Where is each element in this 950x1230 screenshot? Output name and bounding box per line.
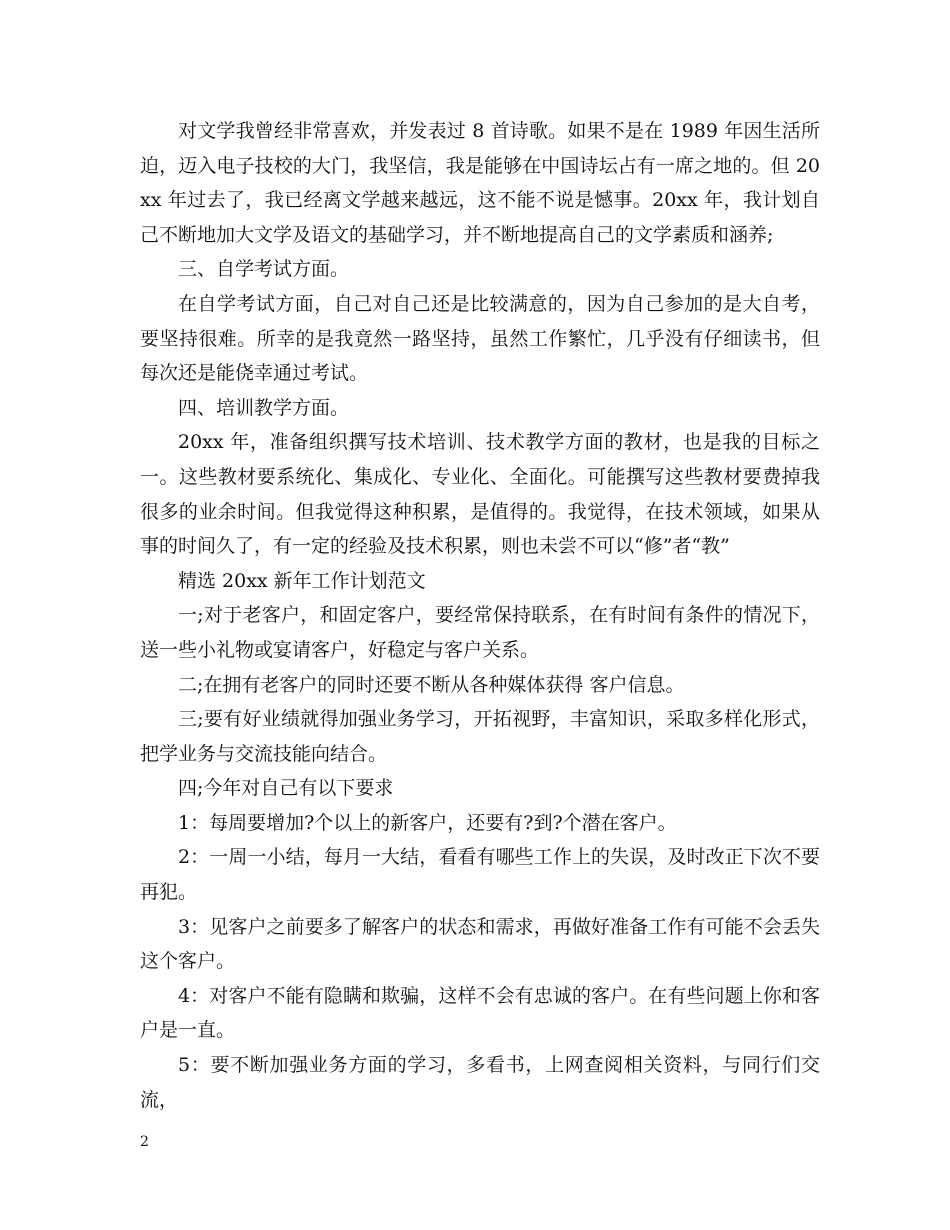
heading-work-plan: 精选 20xx 新年工作计划范文 <box>178 569 426 592</box>
heading-requirements: 四;今年对自己有以下要求 <box>178 777 394 800</box>
paragraph-old-clients: 一;对于老客户，和固定客户，要经常保持联系，在有时间有条件的情况下，送一些小礼物或宴请客户，好稳定与客户关系。 <box>140 604 820 661</box>
heading-training-teaching: 四、培训教学方面。 <box>178 396 350 419</box>
page-number: 2 <box>140 1134 149 1150</box>
paragraph-self-study-exam: 在自学考试方面，自己对自己还是比较满意的，因为自己参加的是大自考，要坚持很难。所幸的是我竟然一路坚持，虽然工作繁忙，几乎没有仔细读书，但每次还是能侥幸通过考试。 <box>140 292 820 385</box>
list-item-5: 5：要不断加强业务方面的学习，多看书，上网查阅相关资料，与同行们交流， <box>140 1054 820 1111</box>
list-item-2: 2：一周一小结，每月一大结，看看有哪些工作上的失误，及时改正下次不要再犯。 <box>140 846 820 904</box>
paragraph-business-study: 三;要有好业绩就得加强业务学习，开拓视野，丰富知识，采取多样化形式，把学业务与交流技能向结合。 <box>140 708 820 765</box>
list-item-4: 4：对客户不能有隐瞒和欺骗，这样不会有忠诚的客户。在有些问题上你和客户是一直。 <box>140 984 820 1042</box>
document-body <box>140 114 820 1117</box>
paragraph-client-info: 二;在拥有老客户的同时还要不断从各种媒体获得 客户信息。 <box>178 673 685 696</box>
paragraph-training-teaching: 20xx 年，准备组织撰写技术培训、技术教学方面的教材，也是我的目标之一。这些教材要系统化、集成化、专业化、全面化。可能撰写这些教材要费掉我很多的业余时间。但我觉得这种积累，是值得的。我觉得，在技术领域，如果从事的时间久了，有一定的经验及技术积累，则也未尝不可以“修”者“教” <box>140 431 820 558</box>
list-item-1: 1：每周要增加?个以上的新客户，还要有?到?个潜在客户。 <box>178 811 677 834</box>
list-item-3: 3：见客户之前要多了解客户的状态和需求，再做好准备工作有可能不会丢失这个客户。 <box>140 915 820 973</box>
heading-self-study-exam: 三、自学考试方面。 <box>178 258 350 281</box>
paragraph-literature: 对文学我曾经非常喜欢，并发表过 8 首诗歌。如果不是在 1989 年因生活所迫，迈入电子技校的大门，我坚信，我是能够在中国诗坛占有一席之地的。但 20xx 年过去了，我已经离文学越来越远，这不能不说是憾事。20xx 年，我计划自己不断地加大文学及语文的基础学习，并不断地提高自己的文学素质和涵养; <box>140 120 820 246</box>
